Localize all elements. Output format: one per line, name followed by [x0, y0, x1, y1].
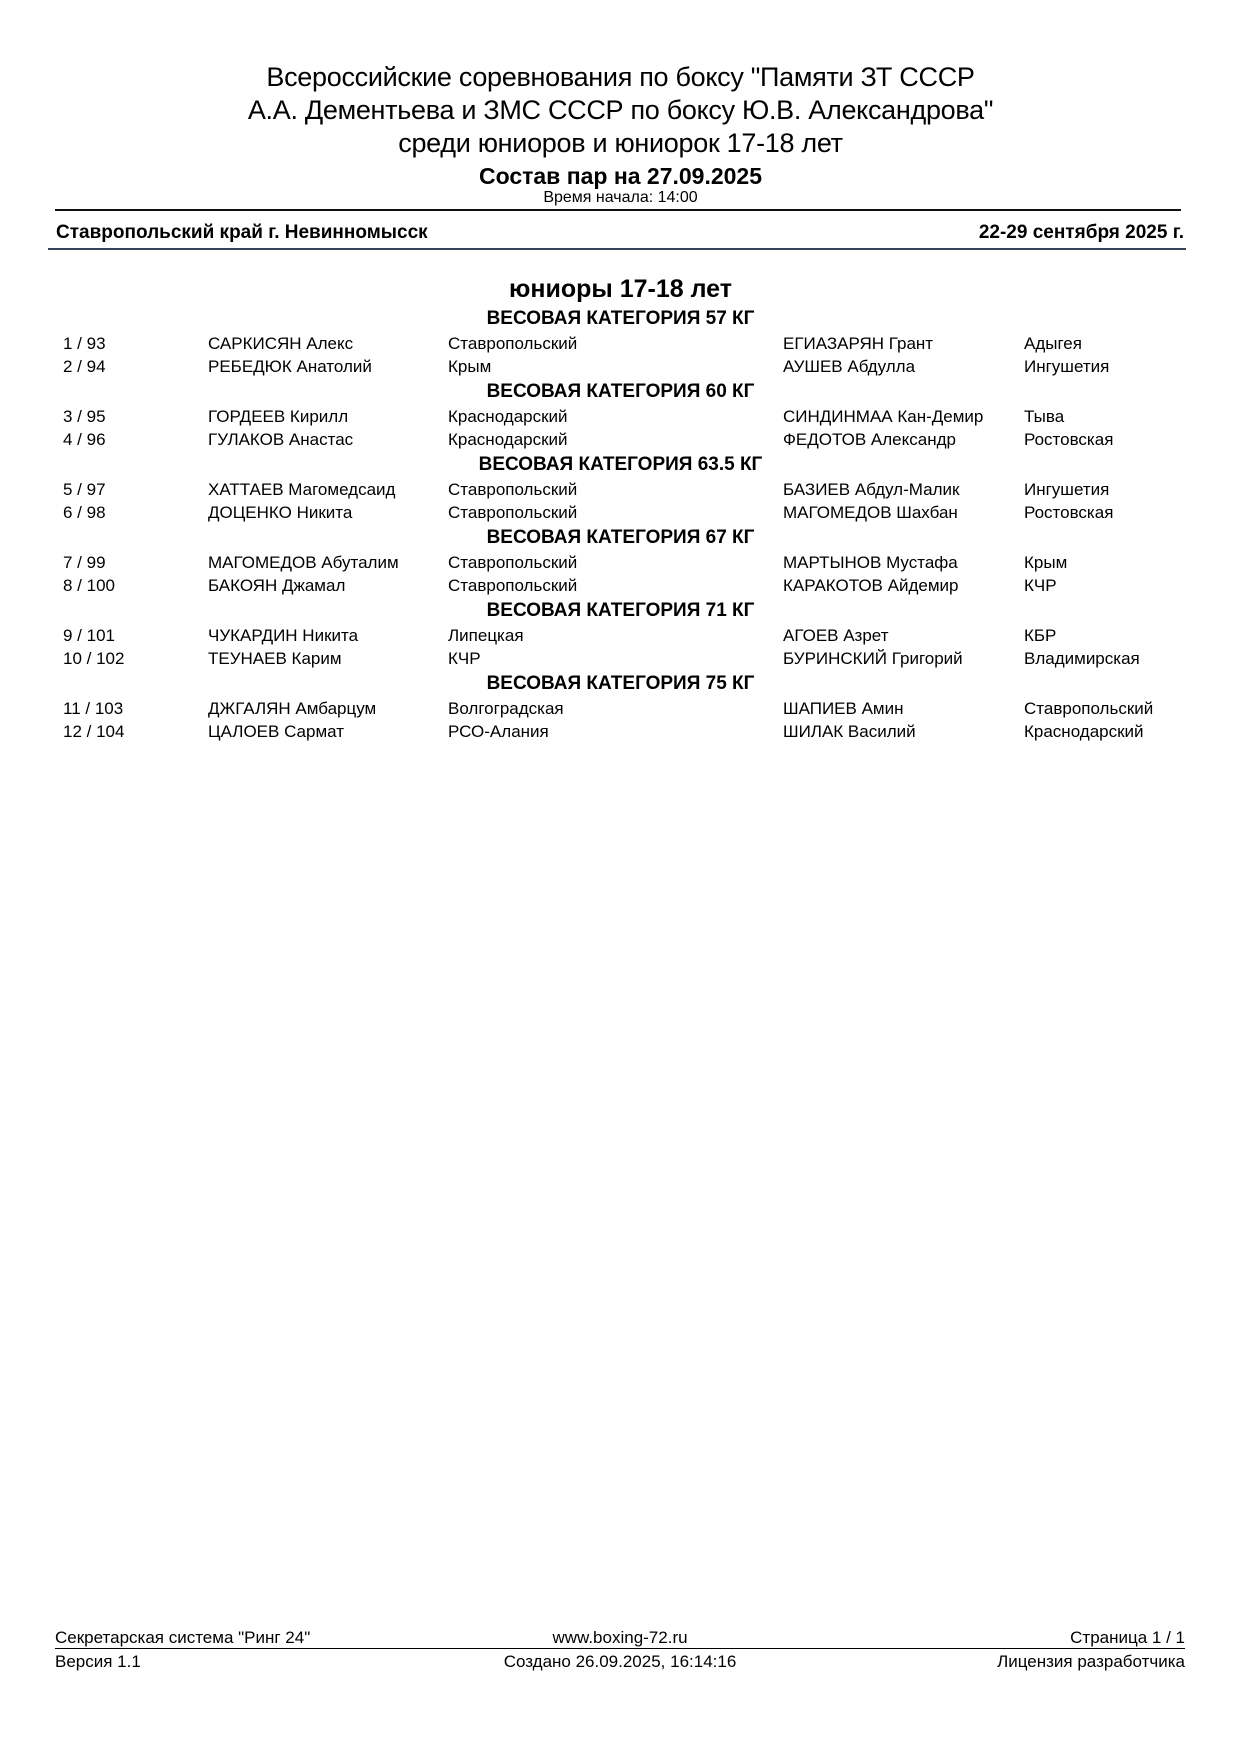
start-time: Время начала: 14:00: [543, 189, 698, 206]
weight-category-heading: ВЕСОВАЯ КАТЕГОРИЯ 60 КГ: [486, 381, 755, 402]
weight-category-heading: ВЕСОВАЯ КАТЕГОРИЯ 63.5 КГ: [478, 454, 763, 475]
blue-corner-boxer: АГОЕВ Азрет: [783, 626, 889, 645]
blue-corner-region: Краснодарский: [1024, 722, 1144, 741]
bout-number: 4 / 96: [63, 430, 106, 449]
red-corner-region: Волгоградская: [448, 699, 564, 718]
header-divider-top: [55, 209, 1181, 211]
bout-row: [0, 332, 1241, 355]
blue-corner-region: Тыва: [1024, 407, 1065, 426]
bout-row: [0, 405, 1241, 428]
red-corner-region: Краснодарский: [448, 430, 568, 449]
age-group-title: юниоры 17-18 лет: [509, 275, 732, 303]
red-corner-region: Ставропольский: [448, 503, 578, 522]
bout-number: 2 / 94: [63, 357, 106, 376]
blue-corner-boxer: АУШЕВ Абдулла: [783, 357, 916, 376]
footer-page-number: Страница 1 / 1: [1070, 1628, 1185, 1647]
red-corner-boxer: САРКИСЯН Алекс: [208, 334, 354, 353]
blue-corner-boxer: СИНДИНМАА Кан-Демир: [783, 407, 984, 426]
footer-version: Версия 1.1: [55, 1652, 141, 1671]
blue-corner-boxer: МАГОМЕДОВ Шахбан: [783, 503, 958, 522]
red-corner-boxer: ДОЦЕНКО Никита: [208, 503, 353, 522]
blue-corner-boxer: ФЕДОТОВ Александр: [783, 430, 956, 449]
bout-row: [0, 478, 1241, 501]
footer-website: www.boxing-72.ru: [552, 1628, 688, 1647]
footer-bottom-row: [55, 1651, 1185, 1673]
bout-number: 6 / 98: [63, 503, 106, 522]
footer-created-timestamp: Создано 26.09.2025, 16:14:16: [503, 1652, 737, 1671]
blue-corner-boxer: БАЗИЕВ Абдул-Малик: [783, 480, 960, 499]
footer-divider: [55, 1648, 1185, 1649]
weight-category-heading: ВЕСОВАЯ КАТЕГОРИЯ 71 КГ: [486, 600, 755, 621]
blue-corner-boxer: ШАПИЕВ Амин: [783, 699, 904, 718]
red-corner-region: КЧР: [448, 649, 481, 668]
weight-category-heading: ВЕСОВАЯ КАТЕГОРИЯ 75 КГ: [486, 673, 755, 694]
bout-row: [0, 720, 1241, 743]
red-corner-region: Ставропольский: [448, 480, 578, 499]
bout-row: [0, 551, 1241, 574]
event-title-line-2: А.А. Дементьева и ЗМС СССР по боксу Ю.В. Александрова": [247, 95, 994, 125]
bout-number: 8 / 100: [63, 576, 115, 595]
red-corner-region: РСО-Алания: [448, 722, 549, 741]
red-corner-boxer: ТЕУНАЕВ Карим: [208, 649, 342, 668]
event-dates: 22-29 сентября 2025 г.: [978, 222, 1184, 243]
red-corner-region: Ставропольский: [448, 576, 578, 595]
footer-top-row: [55, 1627, 1185, 1649]
blue-corner-region: Адыгея: [1024, 334, 1082, 353]
red-corner-region: Липецкая: [448, 626, 524, 645]
red-corner-region: Краснодарский: [448, 407, 568, 426]
blue-corner-boxer: КАРАКОТОВ Айдемир: [783, 576, 959, 595]
blue-corner-region: КЧР: [1024, 576, 1057, 595]
bout-number: 9 / 101: [63, 626, 115, 645]
blue-corner-region: Крым: [1024, 553, 1068, 572]
event-title-line-1: Всероссийские соревнования по боксу "Памяти ЗТ СССР: [266, 62, 975, 92]
bout-number: 10 / 102: [63, 649, 125, 668]
bout-number: 5 / 97: [63, 480, 106, 499]
bout-row: [0, 624, 1241, 647]
venue: Ставропольский край г. Невинномысск: [56, 222, 428, 243]
blue-corner-region: Владимирская: [1024, 649, 1140, 668]
red-corner-boxer: ГОРДЕЕВ Кирилл: [208, 407, 349, 426]
bout-row: [0, 574, 1241, 597]
blue-corner-region: Ингушетия: [1024, 357, 1110, 376]
blue-corner-boxer: ЕГИАЗАРЯН Грант: [783, 334, 934, 353]
bout-number: 1 / 93: [63, 334, 106, 353]
bout-row: [0, 697, 1241, 720]
bout-row: [0, 428, 1241, 451]
red-corner-boxer: ЦАЛОЕВ Сармат: [208, 722, 344, 741]
bout-number: 7 / 99: [63, 553, 106, 572]
bout-number: 11 / 103: [63, 699, 124, 718]
red-corner-boxer: ХАТТАЕВ Магомедсаид: [208, 480, 396, 499]
blue-corner-region: Ростовская: [1024, 503, 1114, 522]
blue-corner-region: Ставропольский: [1024, 699, 1154, 718]
red-corner-boxer: МАГОМЕДОВ Абуталим: [208, 553, 399, 572]
blue-corner-region: Ингушетия: [1024, 480, 1110, 499]
red-corner-boxer: ДЖГАЛЯН Амбарцум: [208, 699, 377, 718]
weight-category-heading: ВЕСОВАЯ КАТЕГОРИЯ 67 КГ: [486, 527, 755, 548]
bout-row: [0, 355, 1241, 378]
bout-row: [0, 501, 1241, 524]
red-corner-region: Крым: [448, 357, 492, 376]
bout-row: [0, 647, 1241, 670]
footer-system-name: Секретарская система "Ринг 24": [55, 1628, 311, 1647]
blue-corner-region: КБР: [1024, 626, 1057, 645]
red-corner-boxer: РЕБЕДЮК Анатолий: [208, 357, 372, 376]
blue-corner-boxer: ШИЛАК Василий: [783, 722, 916, 741]
red-corner-boxer: ЧУКАРДИН Никита: [208, 626, 359, 645]
header-divider-bottom: [48, 248, 1186, 250]
bout-number: 12 / 104: [63, 722, 125, 741]
footer-license: Лицензия разработчика: [997, 1652, 1185, 1671]
blue-corner-boxer: БУРИНСКИЙ Григорий: [783, 649, 963, 668]
red-corner-boxer: ГУЛАКОВ Анастас: [208, 430, 354, 449]
blue-corner-region: Ростовская: [1024, 430, 1114, 449]
event-title-line-3: среди юниоров и юниорок 17-18 лет: [398, 128, 843, 158]
red-corner-region: Ставропольский: [448, 334, 578, 353]
red-corner-region: Ставропольский: [448, 553, 578, 572]
document-subtitle: Состав пар на 27.09.2025: [478, 163, 763, 189]
blue-corner-boxer: МАРТЫНОВ Мустафа: [783, 553, 958, 572]
weight-category-heading: ВЕСОВАЯ КАТЕГОРИЯ 57 КГ: [486, 308, 755, 329]
red-corner-boxer: БАКОЯН Джамал: [208, 576, 346, 595]
bout-number: 3 / 95: [63, 407, 106, 426]
